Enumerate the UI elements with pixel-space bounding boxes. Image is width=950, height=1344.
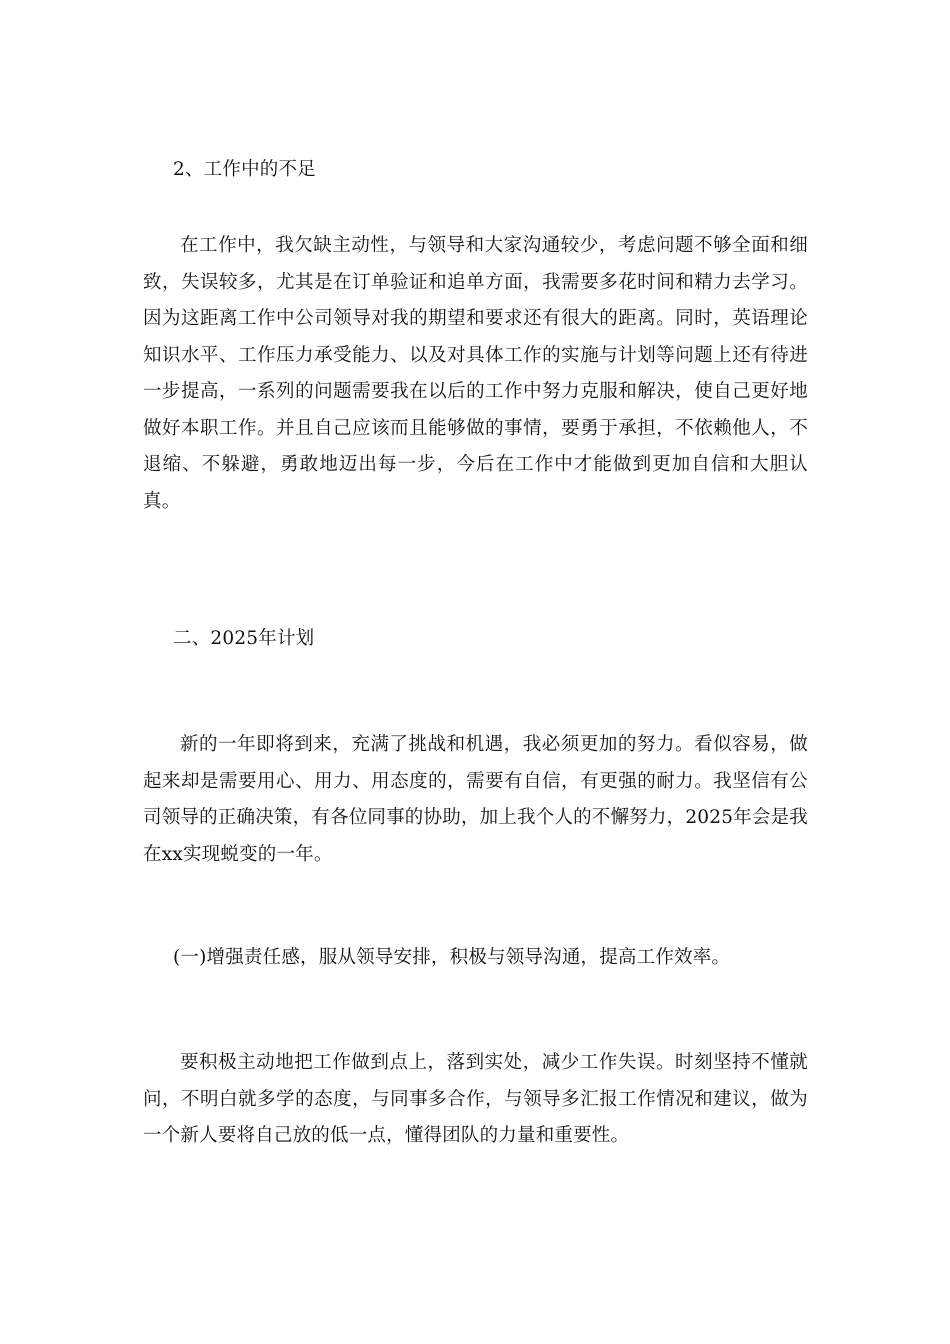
section-heading-shortcomings: 2、工作中的不足 (173, 159, 316, 180)
paragraph-responsibility: 要积极主动地把工作做到点上，落到实处，减少工作失误。时刻坚持不懂就问，不明白就多学的态度，与同事多合作，与领导多汇报工作情况和建议，做为一个新人要将自己放的低一点，懂得团队的力量和重要性。 (143, 1052, 808, 1146)
subheading-responsibility: (一)增强责任感，服从领导安排，积极与领导沟通，提高工作效率。 (173, 947, 731, 968)
paragraph-shortcomings: 在工作中，我欠缺主动性，与领导和大家沟通较少，考虑问题不够全面和细致，失误较多，尤其是在订单验证和追单方面，我需要多花时间和精力去学习。因为这距离工作中公司领导对我的期望和要求还有很大的距离。同时，英语理论知识水平、工作压力承受能力、以及对具体工作的实施与计划等问题上还有待进一步提高，一系列的问题需要我在以后的工作中努力克服和解决，使自己更好地做好本职工作。并且自己应该而且能够做的事情，要勇于承担，不依赖他人，不退缩、不躲避，勇敢地迈出每一步，今后在工作中才能做到更加自信和大胆认真。 (143, 235, 808, 512)
paragraph-plan: 新的一年即将到来，充满了挑战和机遇，我必须更加的努力。看似容易，做起来却是需要用心、用力、用态度的，需要有自信，有更强的耐力。我坚信有公司领导的正确决策，有各位同事的协助，加上我个人的不懈努力，2025年会是我在xx实现蜕变的一年。 (143, 734, 808, 865)
section-heading-plan: 二、2025年计划 (173, 628, 315, 649)
